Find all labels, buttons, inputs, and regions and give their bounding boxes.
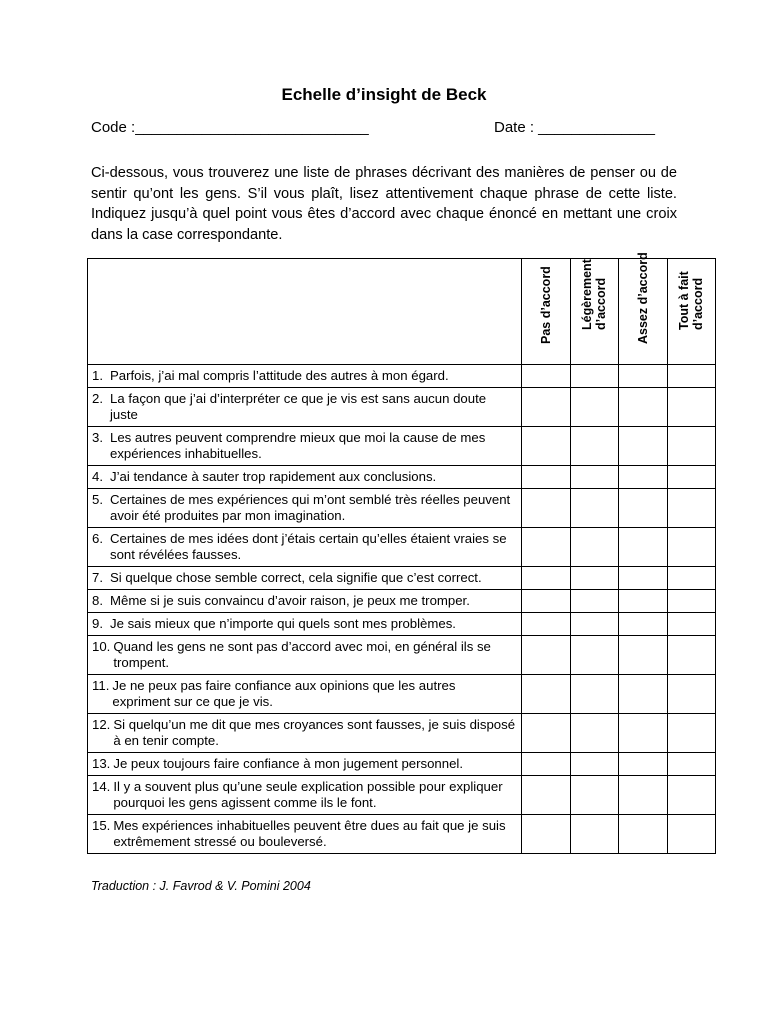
answer-checkbox-cell[interactable] (570, 776, 619, 815)
statement-text: Je sais mieux que n’importe qui quels sont mes problèmes. (110, 616, 456, 631)
statement-number: 7. (92, 570, 103, 585)
statement-row (88, 365, 716, 388)
statement-row (88, 675, 716, 714)
answer-checkbox-cell[interactable] (619, 567, 668, 590)
statement-text: Parfois, j’ai mal compris l’attitude des autres à mon égard. (110, 368, 449, 383)
answer-checkbox-cell[interactable] (667, 675, 716, 714)
answer-checkbox-cell[interactable] (667, 776, 716, 815)
statement-row (88, 388, 716, 427)
answer-checkbox-cell[interactable] (522, 714, 571, 753)
header-cell-assez-accord (619, 252, 668, 365)
answer-checkbox-cell[interactable] (619, 466, 668, 489)
answer-checkbox-cell[interactable] (570, 815, 619, 854)
statement-cell (88, 675, 522, 714)
answer-checkbox-cell[interactable] (619, 714, 668, 753)
page-title: Echelle d’insight de Beck (281, 85, 487, 104)
statement-number: 5. (92, 492, 103, 507)
header-cell-tout-a-fait-accord (667, 259, 716, 365)
answer-checkbox-cell[interactable] (667, 427, 716, 466)
statement-cell (88, 714, 522, 753)
answer-checkbox-cell[interactable] (522, 427, 571, 466)
statement-number: 8. (92, 593, 103, 608)
statement-number: 11. (92, 678, 110, 693)
answer-checkbox-cell[interactable] (522, 753, 571, 776)
instructions-paragraph: Ci-dessous, vous trouverez une liste de phrases décrivant des manières de penser ou de sentir qu’ont les gens. S’il vous plaît, lisez attentivement chaque phrase de cette liste. Indiquez jusqu’à quel point vous êtes d’accord avec chaque énoncé en mettant une croix dans la case correspondante. (91, 165, 677, 243)
answer-checkbox-cell[interactable] (570, 528, 619, 567)
statement-number: 15. (92, 818, 111, 833)
statement-cell (88, 567, 522, 590)
answer-checkbox-cell[interactable] (667, 714, 716, 753)
answer-checkbox-cell[interactable] (667, 388, 716, 427)
rating-table-body (88, 252, 716, 854)
answer-checkbox-cell[interactable] (522, 636, 571, 675)
answer-checkbox-cell[interactable] (619, 613, 668, 636)
statement-cell (88, 365, 522, 388)
answer-checkbox-cell[interactable] (619, 776, 668, 815)
statement-text: J’ai tendance à sauter trop rapidement aux conclusions. (110, 469, 437, 484)
statement-number: 2. (92, 391, 103, 406)
answer-checkbox-cell[interactable] (522, 528, 571, 567)
statement-number: 10. (92, 639, 111, 654)
answer-checkbox-cell[interactable] (522, 365, 571, 388)
answer-checkbox-cell[interactable] (667, 466, 716, 489)
statement-cell (88, 753, 522, 776)
answer-checkbox-cell[interactable] (619, 753, 668, 776)
statement-text: Je peux toujours faire confiance à mon jugement personnel. (113, 756, 464, 771)
answer-checkbox-cell[interactable] (570, 388, 619, 427)
statement-row (88, 714, 716, 753)
answer-checkbox-cell[interactable] (667, 636, 716, 675)
answer-checkbox-cell[interactable] (619, 489, 668, 528)
answer-checkbox-cell[interactable] (667, 528, 716, 567)
statement-number: 3. (92, 430, 103, 445)
answer-checkbox-cell[interactable] (667, 613, 716, 636)
column-label-tout-a-fait-accord: Tout à fait d’accord (677, 271, 706, 330)
answer-checkbox-cell[interactable] (522, 567, 571, 590)
statement-text: Les autres peuvent comprendre mieux que moi la cause de mes expériences inhabituelles. (110, 430, 486, 461)
answer-checkbox-cell[interactable] (570, 427, 619, 466)
answer-checkbox-cell[interactable] (619, 590, 668, 613)
statement-row (88, 636, 716, 675)
header-empty-cell (88, 259, 522, 365)
answer-checkbox-cell[interactable] (570, 567, 619, 590)
answer-checkbox-cell[interactable] (667, 753, 716, 776)
answer-checkbox-cell[interactable] (619, 528, 668, 567)
answer-checkbox-cell[interactable] (522, 590, 571, 613)
answer-checkbox-cell[interactable] (570, 466, 619, 489)
answer-checkbox-cell[interactable] (570, 613, 619, 636)
statement-text: Il y a souvent plus qu’une seule explication possible pour expliquer pourquoi les gens agissent comme ils le font. (113, 779, 503, 810)
statement-cell (88, 388, 522, 427)
answer-checkbox-cell[interactable] (570, 365, 619, 388)
statement-text: Si quelque chose semble correct, cela signifie que c’est correct. (110, 570, 482, 585)
answer-checkbox-cell[interactable] (619, 427, 668, 466)
answer-checkbox-cell[interactable] (522, 613, 571, 636)
answer-checkbox-cell[interactable] (570, 753, 619, 776)
statement-row (88, 590, 716, 613)
statement-cell (88, 636, 522, 675)
statement-cell (88, 815, 522, 854)
answer-checkbox-cell[interactable] (619, 815, 668, 854)
answer-checkbox-cell[interactable] (570, 489, 619, 528)
statement-text: Certaines de mes idées dont j’étais certain qu’elles étaient vraies se sont révélées fausses. (110, 531, 507, 562)
statement-text: Mes expériences inhabituelles peuvent être dues au fait que je suis extrêmement stressé ou bouleversé. (113, 818, 506, 849)
statement-cell (88, 776, 522, 815)
answer-checkbox-cell[interactable] (522, 776, 571, 815)
column-label-legerement-accord: Légèrement d’accord (580, 259, 609, 330)
answer-checkbox-cell[interactable] (570, 636, 619, 675)
header-cell-pas-accord (522, 259, 571, 365)
answer-checkbox-cell[interactable] (570, 590, 619, 613)
answer-checkbox-cell[interactable] (667, 590, 716, 613)
answer-checkbox-cell[interactable] (570, 714, 619, 753)
answer-checkbox-cell[interactable] (667, 365, 716, 388)
column-label-pas-accord: Pas d’accord (538, 266, 553, 344)
answer-checkbox-cell[interactable] (619, 636, 668, 675)
statement-cell (88, 613, 522, 636)
answer-checkbox-cell[interactable] (667, 489, 716, 528)
statement-text: Si quelqu’un me dit que mes croyances sont fausses, je suis disposé à en tenir compte. (113, 717, 516, 748)
answer-checkbox-cell[interactable] (522, 675, 571, 714)
statement-cell (88, 590, 522, 613)
translation-credit: Traduction : J. Favrod & V. Pomini 2004 (91, 879, 311, 893)
statement-text: Quand les gens ne sont pas d’accord avec moi, en général ils se trompent. (113, 639, 491, 670)
statement-row (88, 815, 716, 854)
answer-checkbox-cell[interactable] (522, 466, 571, 489)
statement-number: 6. (92, 531, 103, 546)
statement-row (88, 753, 716, 776)
answer-checkbox-cell[interactable] (667, 815, 716, 854)
statement-row (88, 567, 716, 590)
answer-checkbox-cell[interactable] (522, 815, 571, 854)
statement-number: 9. (92, 616, 103, 631)
statement-row (88, 528, 716, 567)
answer-checkbox-cell[interactable] (667, 567, 716, 590)
statement-row (88, 466, 716, 489)
statement-cell (88, 528, 522, 567)
header-row (88, 259, 716, 365)
answer-checkbox-cell[interactable] (522, 489, 571, 528)
statement-text: Je ne peux pas faire confiance aux opinions que les autres expriment sur ce que je vis. (112, 678, 456, 709)
statement-number: 4. (92, 469, 103, 484)
statement-text: La façon que j’ai d’interpréter ce que je vis est sans aucun doute juste (110, 391, 487, 422)
statement-row (88, 613, 716, 636)
column-label-assez-accord: Assez d’accord (635, 252, 650, 344)
answer-checkbox-cell[interactable] (522, 388, 571, 427)
statement-row (88, 489, 716, 528)
answer-checkbox-cell[interactable] (619, 675, 668, 714)
header-cell-legerement-accord (570, 259, 619, 365)
code-field: Code :____________________________ (91, 119, 369, 136)
statement-text: Même si je suis convaincu d’avoir raison, je peux me tromper. (110, 593, 470, 608)
statement-cell (88, 489, 522, 528)
statement-cell (88, 466, 522, 489)
answer-checkbox-cell[interactable] (619, 365, 668, 388)
answer-checkbox-cell[interactable] (570, 675, 619, 714)
statement-number: 13. (92, 756, 111, 771)
statement-row (88, 427, 716, 466)
statement-number: 14. (92, 779, 111, 794)
date-field: Date : ______________ (494, 119, 655, 136)
statement-number: 12. (92, 717, 111, 732)
answer-checkbox-cell[interactable] (619, 388, 668, 427)
statement-text: Certaines de mes expériences qui m’ont semblé très réelles peuvent avoir été produites par mon imagination. (110, 492, 511, 523)
rating-table (87, 252, 716, 854)
statement-cell (88, 427, 522, 466)
statement-row (88, 776, 716, 815)
statement-number: 1. (92, 368, 103, 383)
